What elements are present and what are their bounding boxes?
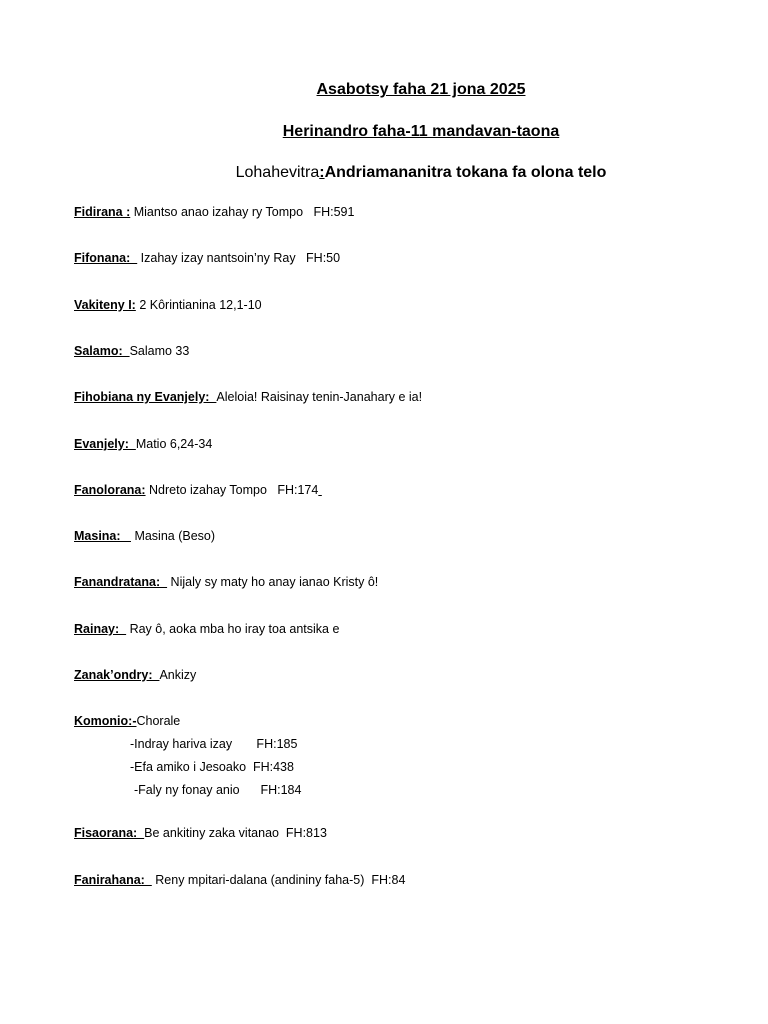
theme-label: Lohahevitra: [235, 164, 320, 181]
item-text: Aleloia! Raisinay tenin-Janahary e ia!: [216, 390, 423, 404]
liturgy-item-komonio: [74, 714, 180, 728]
item-label: Fanirahana:: [74, 873, 152, 887]
item-text: Reny mpitari-dalana (andininy faha-5) FH:84: [151, 873, 406, 887]
item-label: Komonio:-: [74, 714, 137, 728]
item-text: Salamo 33: [129, 344, 190, 358]
liturgy-item-fidirana: [74, 205, 354, 219]
date-title: Asabotsy faha 21 jona 2025: [316, 81, 526, 98]
liturgy-item-evanjely: [74, 437, 212, 451]
item-label: Fihobiana ny Evanjely:: [74, 390, 217, 404]
item-label: Evanjely:: [74, 437, 136, 451]
liturgy-item-fanandratana: [74, 575, 378, 589]
liturgy-item-salamo: [74, 344, 189, 358]
item-label: Fidirana :: [74, 205, 131, 219]
item-label: Fanandratana:: [74, 575, 168, 589]
liturgy-item-masina: [74, 529, 215, 543]
item-label: Rainay:: [74, 622, 127, 636]
liturgy-item-fisaorana: [74, 826, 327, 840]
liturgy-item-vakiteny: [74, 298, 262, 312]
liturgy-item-rainay: [74, 622, 339, 636]
item-label: Masina:: [74, 529, 131, 543]
liturgy-item-fanolorana: [74, 483, 322, 497]
theme-text: Andriamananitra tokana fa olona telo: [324, 164, 607, 181]
communion-song-1: -Indray hariva izay FH:185: [130, 737, 298, 751]
item-label: Fifonana:: [74, 251, 138, 265]
item-text: Nijaly sy maty ho anay ianao Kristy ô!: [167, 575, 379, 589]
communion-song-3: -Faly ny fonay anio FH:184: [134, 783, 302, 797]
week-title: Herinandro faha-11 mandavan-taona: [282, 123, 560, 140]
item-text: Masina (Beso): [130, 529, 216, 543]
item-text: Ndreto izahay Tompo FH:174: [145, 483, 319, 497]
item-text: Miantso anao izahay ry Tompo FH:591: [130, 205, 355, 219]
item-text: Ray ô, aoka mba ho iray toa antsika e: [126, 622, 340, 636]
item-label: Fanolorana:: [74, 483, 146, 497]
communion-song-2: -Efa amiko i Jesoako FH:438: [130, 760, 294, 774]
item-label: Salamo:: [74, 344, 130, 358]
item-text: Ankizy: [159, 668, 197, 682]
liturgy-item-fihobiana: [74, 390, 422, 404]
liturgy-item-fifonana: [74, 251, 340, 265]
liturgy-item-zanakondry: [74, 668, 196, 682]
item-text: Izahay izay nantsoin’ny Ray FH:50: [137, 251, 341, 265]
item-label: Fisaorana:: [74, 826, 145, 840]
item-text: Chorale: [136, 714, 181, 728]
item-text: Be ankitiny zaka vitanao FH:813: [144, 826, 327, 840]
item-label: Vakiteny I:: [74, 298, 136, 312]
item-text: Matio 6,24-34: [135, 437, 213, 451]
item-label: Zanak’ondry:: [74, 668, 160, 682]
theme-colon: :: [319, 164, 325, 181]
item-text: 2 Kôrintianina 12,1-10: [135, 298, 262, 312]
liturgy-item-fanirahana: [74, 873, 405, 887]
theme-line: [0, 164, 768, 182]
item-trail: [318, 483, 321, 497]
